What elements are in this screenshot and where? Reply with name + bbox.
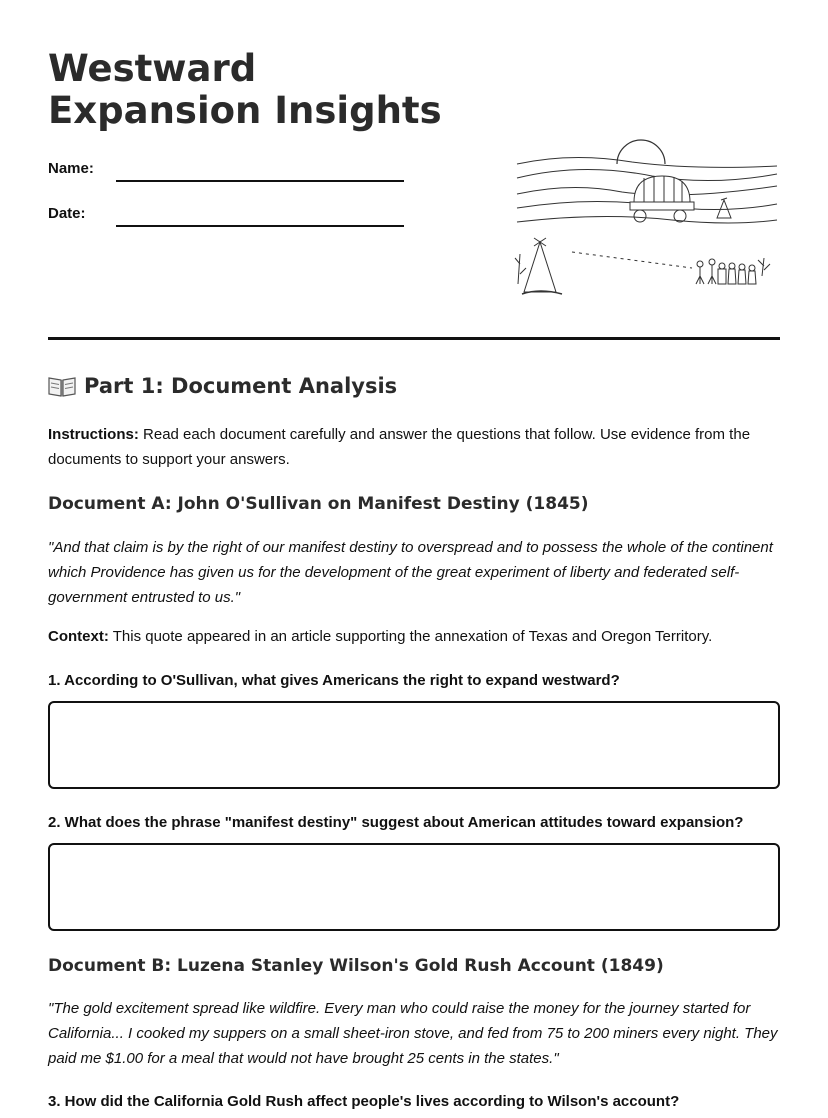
page-title: Westward Expansion Insights [48, 47, 442, 132]
wagon-train-landscape-illustration [512, 134, 782, 304]
part1-heading-text: Part 1: Document Analysis [84, 374, 398, 398]
open-book-icon [48, 375, 76, 397]
instructions-label: Instructions: [48, 426, 139, 443]
context-label: Context: [48, 628, 109, 645]
context-text: This quote appeared in an article supporting the annexation of Texas and Oregon Territory. [112, 628, 713, 645]
answer-box-1[interactable] [48, 701, 780, 789]
name-label: Name: [48, 160, 94, 177]
document-a-heading: Document A: John O'Sullivan on Manifest Destiny (1845) [48, 494, 589, 514]
instructions-paragraph [48, 422, 788, 472]
document-b-heading: Document B: Luzena Stanley Wilson's Gold Rush Account (1849) [48, 956, 664, 976]
section-divider [48, 337, 780, 340]
instructions-text: Read each document carefully and answer the questions that follow. Use evidence from the documents to support your answers. [48, 426, 751, 468]
question-1: 1. According to O'Sullivan, what gives Americans the right to expand westward? [48, 672, 620, 689]
question-2: 2. What does the phrase "manifest destiny" suggest about American attitudes toward expansion? [48, 814, 744, 831]
document-a-context [48, 624, 788, 649]
question-3: 3. How did the California Gold Rush affect people's lives according to Wilson's account? [48, 1093, 680, 1110]
date-label: Date: [48, 205, 86, 222]
answer-box-2[interactable] [48, 843, 780, 931]
document-b-quote: "The gold excitement spread like wildfire. Every man who could raise the money for the journey started for California... I cooked my suppers on a small sheet-iron stove, and fed from 75 to 200 miners every night. They paid me $1.00 for a meal that would not have brought 25 cents in the states." [48, 1000, 778, 1067]
part1-heading [48, 374, 397, 398]
document-a-quote: "And that claim is by the right of our manifest destiny to overspread and to possess the whole of the continent which Providence has given us for the development of the great experiment of liberty and federated self-government entrusted to us." [48, 539, 773, 606]
name-field[interactable] [116, 180, 404, 182]
date-field[interactable] [116, 225, 404, 227]
